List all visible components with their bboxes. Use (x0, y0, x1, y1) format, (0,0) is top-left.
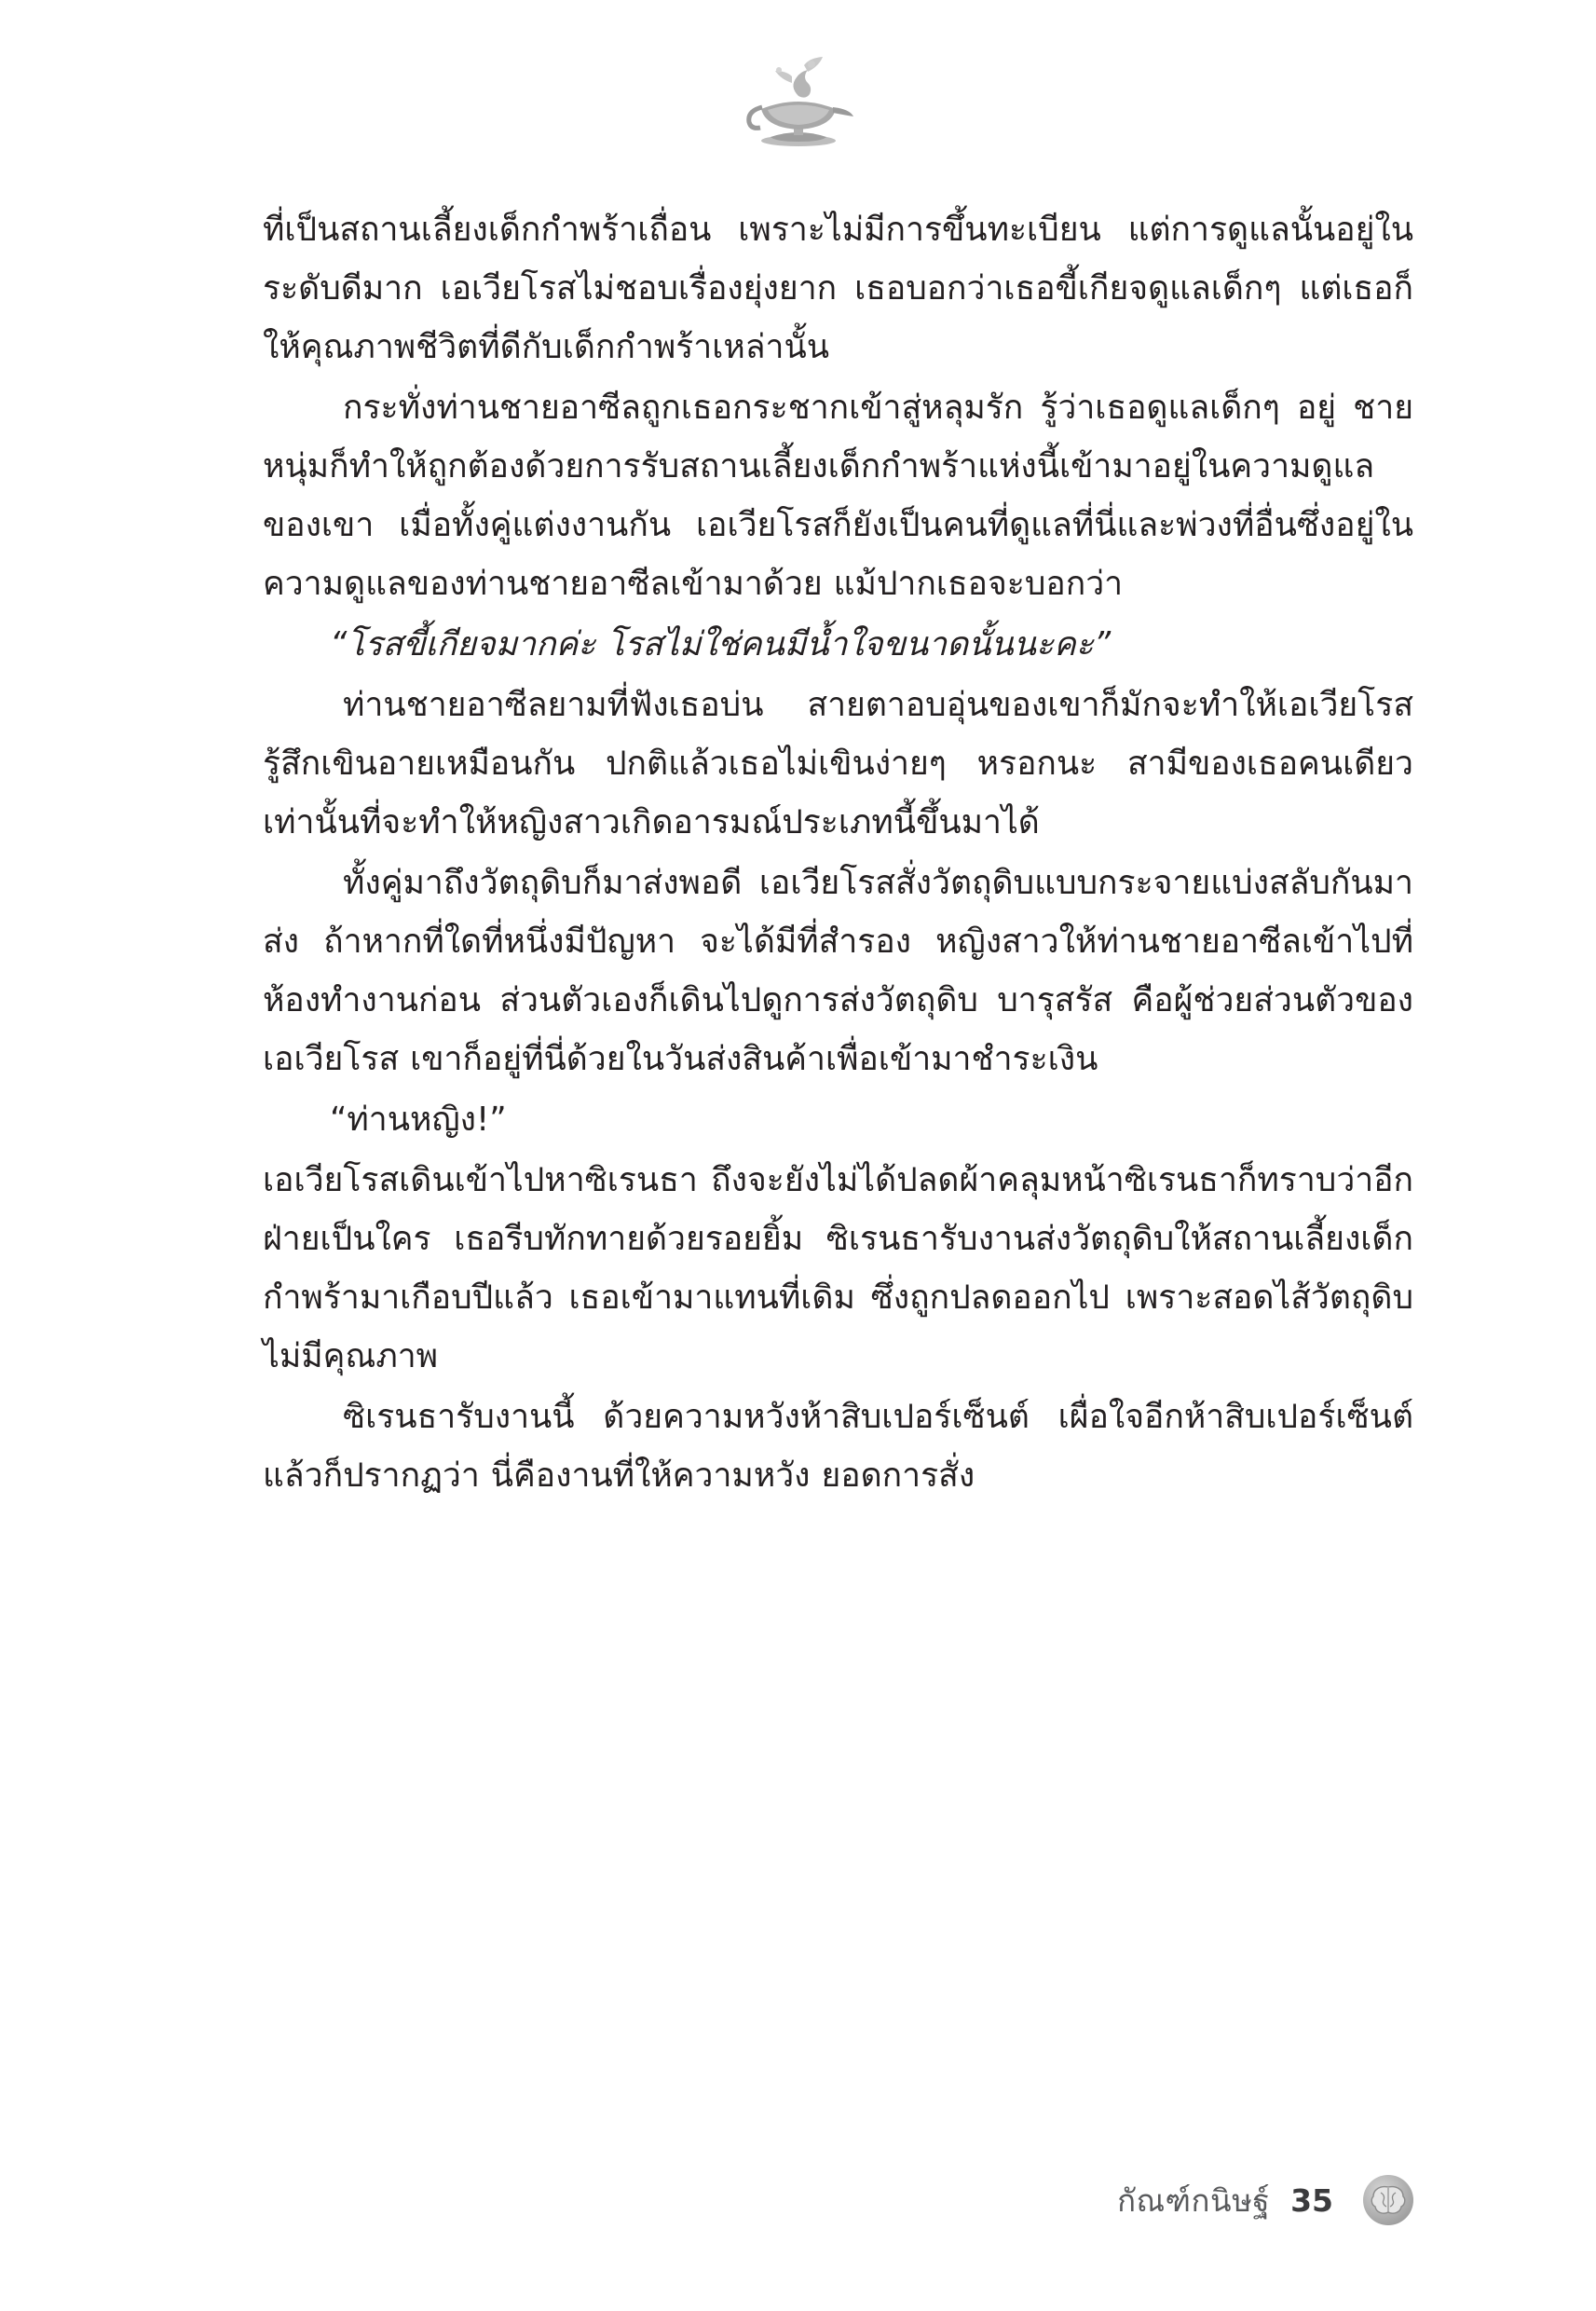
paragraph: ทั้งคู่มาถึงวัตถุดิบก็มาส่งพอดี เอเวียโรสสั่งวัตถุดิบแบบกระจายแบ่งสลับกันมาส่ง ถ้าหากที่ใดที่หนึ่งมีปัญหา จะได้มีที่สำรอง หญิงสาวให้ท่านชายอาซีลเข้าไปที่ห้องทำงานก่อน ส่วนตัวเองก็เดินไปดูการส่งวัตถุดิบ บารุสรัส คือผู้ช่วยส่วนตัวของเอเวียโรส เขาก็อยู่ที่นี่ด้วยในวันส่งสินค้าเพื่อเข้ามาชำระเงิน (263, 864, 1413, 1078)
page-number: 35 (1290, 2181, 1333, 2219)
brain-emblem (1363, 2175, 1413, 2225)
paragraph: กระทั่งท่านชายอาซีลถูกเธอกระชากเข้าสู่หลุมรัก รู้ว่าเธอดูแลเด็กๆ อยู่ ชายหนุ่มก็ทำให้ถูกต้องด้วยการรับสถานเลี้ยงเด็กกำพร้าแห่งนี้เข้ามาอยู่ในความดูแลของเขา เมื่อทั้งคู่แต่งงานกัน เอเวียโรสก็ยังเป็นคนที่ดูแลที่นี่และพ่วงที่อื่นซึ่งอยู่ในความดูแลของท่านชายอาซีลเข้ามาด้วย แม้ปากเธอจะบอกว่า (263, 389, 1413, 603)
paragraph-dialogue: “ท่านหญิง!” (330, 1101, 507, 1139)
paragraph: ท่านชายอาซีลยามที่ฟังเธอบ่น สายตาอบอุ่นของเขาก็มักจะทำให้เอเวียโรสรู้สึกเขินอายเหมือนกัน ปกติแล้วเธอไม่เขินง่ายๆ หรอกนะ สามีของเธอคนเดียวเท่านั้นที่จะทำให้หญิงสาวเกิดอารมณ์ประเภทนี้ขึ้นมาได้ (263, 686, 1413, 841)
page-footer (1117, 2175, 1413, 2225)
oil-lamp-ornament (0, 48, 1596, 151)
paragraph: เอเวียโรสเดินเข้าไปหาซิเรนธา ถึงจะยังไม่ได้ปลดผ้าคลุมหน้าซิเรนธาก็ทราบว่าอีกฝ่ายเป็นใคร เธอรีบทักทายด้วยรอยยิ้ม ซิเรนธารับงานส่งวัตถุดิบให้สถานเลี้ยงเด็กกำพร้ามาเกือบปีแล้ว เธอเข้ามาแทนที่เดิม ซึ่งถูกปลดออกไป เพราะสอดไส้วัตถุดิบไม่มีคุณภาพ (263, 1161, 1413, 1375)
paragraph: ซิเรนธารับงานนี้ ด้วยความหวังห้าสิบเปอร์เซ็นต์ เผื่อใจอีกห้าสิบเปอร์เซ็นต์ แล้วก็ปรากฏว่า นี่คืองานที่ให้ความหวัง ยอดการสั่ง (263, 1398, 1413, 1495)
paragraph: ที่เป็นสถานเลี้ยงเด็กกำพร้าเถื่อน เพราะไม่มีการขึ้นทะเบียน แต่การดูแลนั้นอยู่ในระดับดีมาก เอเวียโรสไม่ชอบเรื่องยุ่งยาก เธอบอกว่าเธอขี้เกียจดูแลเด็กๆ แต่เธอก็ให้คุณภาพชีวิตที่ดีกับเด็กกำพร้าเหล่านั้น (263, 211, 1413, 366)
page-body (263, 200, 1413, 1507)
paragraph-quote: “โรสขี้เกียจมากค่ะ โรสไม่ใช่คนมีน้ำใจขนาดนั้นนะคะ” (330, 625, 1112, 663)
footer-book-title: กัณฑ์กนิษฐ์ (1117, 2181, 1271, 2219)
